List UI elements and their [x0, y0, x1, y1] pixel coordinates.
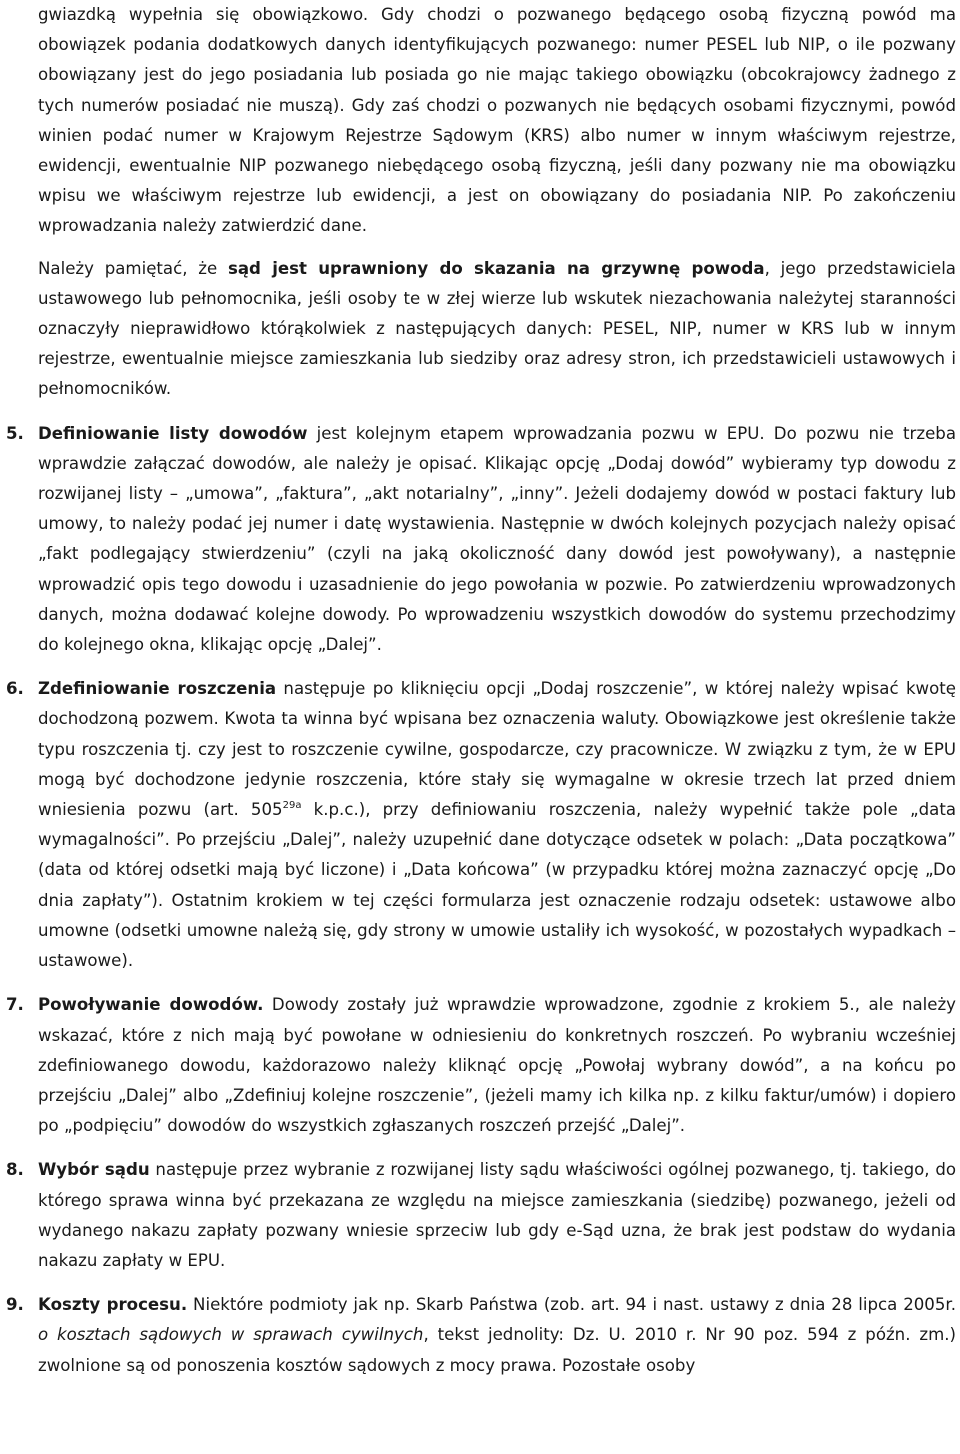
list-item-5: [6, 419, 956, 661]
item-paragraph: [38, 990, 956, 1141]
item-paragraph: [38, 674, 956, 976]
item-title: Powoływanie dowodów.: [38, 995, 264, 1015]
item-number: 9.: [6, 1295, 24, 1315]
item-number: 6.: [6, 679, 24, 699]
warning-emphasis: sąd jest uprawniony do skazania na grzywnę powoda: [227, 258, 765, 278]
item-paragraph: [38, 419, 956, 661]
document-page: [6, 0, 957, 1381]
item-title: Definiowanie listy dowodów: [38, 423, 308, 443]
intro-text: gwiazdką wypełnia się obowiązkowo. Gdy chodzi o pozwanego będącego osobą fizyczną powód ma obowiązek podania dodatkowych danych identyfikujących pozwanego: numer PESEL lub NIP, o ile pozwany obowiązany jest do jego posiadania lub posiada go nie mając takiego obowiązku (obcokrajowcy żadnego z tych numerów posiadać nie muszą). Gdy zaś chodzi o pozwanych nie będących osobami fizycznymi, powód winien podać numer w Krajowym Rejestrze Sądowym (KRS) albo numer w innym właściwym rejestrze, ewidencji, ewentualnie NIP pozwanego niebędącego osobą fizyczną, jeśli dany pozwany nie ma obowiązku wpisu we właściwym rejestrze lub ewidencji, a jest on obowiązany do posiadania NIP. Po zakończeniu wprowadzania należy zatwierdzić dane.: [38, 5, 956, 236]
item-body-part-2: , tekst jednolity: Dz. U. 2010 r. Nr 90 poz. 594 z późn. zm.) zwolnione są od ponoszenia kosztów sądowych z mocy prawa. Pozostałe osoby: [38, 1325, 956, 1375]
item-number: 5.: [6, 423, 24, 443]
item-body: Dowody zostały już wprawdzie wprowadzone, zgodnie z krokiem 5., ale należy wskazać, które z nich mają być powołane w odniesieniu do konkretnych roszczeń. Po wybraniu wcześniej zdefiniowanego dowodu, każdorazowo należy kliknąć opcję „Powołaj wybrany dowód”, a na końcu po przejściu „Dalej” albo „Zdefiniuj kolejne roszczenie”, (jeżeli mamy ich kilka np. z kilku faktur/umów) i dopiero po „podpięciu” dowodów do wszystkich zgłaszanych roszczeń przejść „Dalej”.: [38, 995, 956, 1136]
article-superscript: 29a: [282, 800, 302, 812]
warning-text-start: Należy pamiętać, że: [38, 258, 228, 278]
item-title: Zdefiniowanie roszczenia: [38, 679, 277, 699]
warning-text-end: , jego przedstawiciela ustawowego lub pełnomocnika, jeśli osoby te w złej wierze lub wskutek niezachowania należytej staranności oznaczyły nieprawidłowo którąkolwiek z następujących danych: PESEL, NIP, numer w KRS lub w innym rejestrze, ewentualnie miejsce zamieszkania lub siedziby oraz adresy stron, ich przedstawicieli ustawowych i pełnomocników.: [38, 258, 956, 399]
item-paragraph: [38, 1290, 956, 1381]
item-body: następuje przez wybranie z rozwijanej listy sądu właściwości ogólnej pozwanego, tj. takiego, do którego sprawa winna być przekazana ze względu na miejsce zamieszkania (siedzibę) pozwanego, jeżeli od wydanego nakazu zapłaty pozwany wniesie sprzeciw lub gdy e-Sąd uzna, że brak jest podstaw do wydania nakazu zapłaty w EPU.: [38, 1160, 957, 1270]
item-title: Wybór sądu: [38, 1160, 150, 1180]
list-item-8: [6, 1155, 957, 1276]
intro-paragraph: [38, 0, 956, 242]
act-title-italic: o kosztach sądowych w sprawach cywilnych: [38, 1325, 424, 1345]
item-number: 7.: [6, 995, 24, 1015]
warning-paragraph: [38, 254, 956, 405]
list-item-9: [6, 1290, 956, 1381]
list-item-7: [6, 990, 956, 1141]
list-item-6: [6, 674, 956, 976]
item-body: jest kolejnym etapem wprowadzania pozwu w EPU. Do pozwu nie trzeba wprawdzie załączać dowodów, ale należy je opisać. Klikając opcję „Dodaj dowód” wybieramy typ dowodu z rozwijanej listy – „umowa”, „faktura”, „akt notarialny”, „inny”. Jeżeli dodajemy dowód w postaci faktury lub umowy, to należy podać jej numer i datę wystawienia. Następnie w dwóch kolejnych pozycjach należy opisać „fakt podlegający stwierdzeniu” (czyli na jaką okoliczność dany dowód jest powoływany), a następnie wprowadzić opis tego dowodu i uzasadnienie do jego powołania w pozwie. Po zatwierdzeniu wprowadzonych danych, można dodawać kolejne dowody. Po wprowadzeniu wszystkich dowodów do systemu przechodzimy do kolejnego okna, klikając opcję „Dalej”.: [38, 423, 956, 655]
item-body-part-1: Niektóre podmioty jak np. Skarb Państwa (zob. art. 94 i nast. ustawy z dnia 28 lipca 2005r.: [187, 1295, 956, 1315]
item-paragraph: [38, 1155, 956, 1276]
item-body-part-2: k.p.c.), przy definiowaniu roszczenia, należy wypełnić także pole „data wymagalności”. Po przejściu „Dalej”, należy uzupełnić dane dotyczące odsetek w polach: „Data początkowa” (data od której odsetki mają być liczone) i „Data końcowa” (w przypadku której można zaznaczyć opcję „Do dnia zapłaty”). Ostatnim krokiem w tej części formularza jest oznaczenie rodzaju odsetek: ustawowe albo umowne (odsetki umowne należą się, gdy strony w umowie ustaliły ich wysokość, w pozostałych wypadkach – ustawowe).: [38, 800, 956, 971]
item-number: 8.: [6, 1160, 24, 1180]
item-body-part-1: następuje po kliknięciu opcji „Dodaj roszczenie”, w której należy wpisać kwotę dochodzoną pozwem. Kwota ta winna być wpisana bez oznaczenia waluty. Obowiązkowe jest określenie także typu roszczenia tj. czy jest to roszczenie cywilne, gospodarcze, czy pracownicze. W związku z tym, że w EPU mogą być dochodzone jedynie roszczenia, które stały się wymagalne w okresie trzech lat przed dniem wniesienia pozwu (art. 505: [38, 679, 956, 820]
item-title: Koszty procesu.: [38, 1295, 188, 1315]
